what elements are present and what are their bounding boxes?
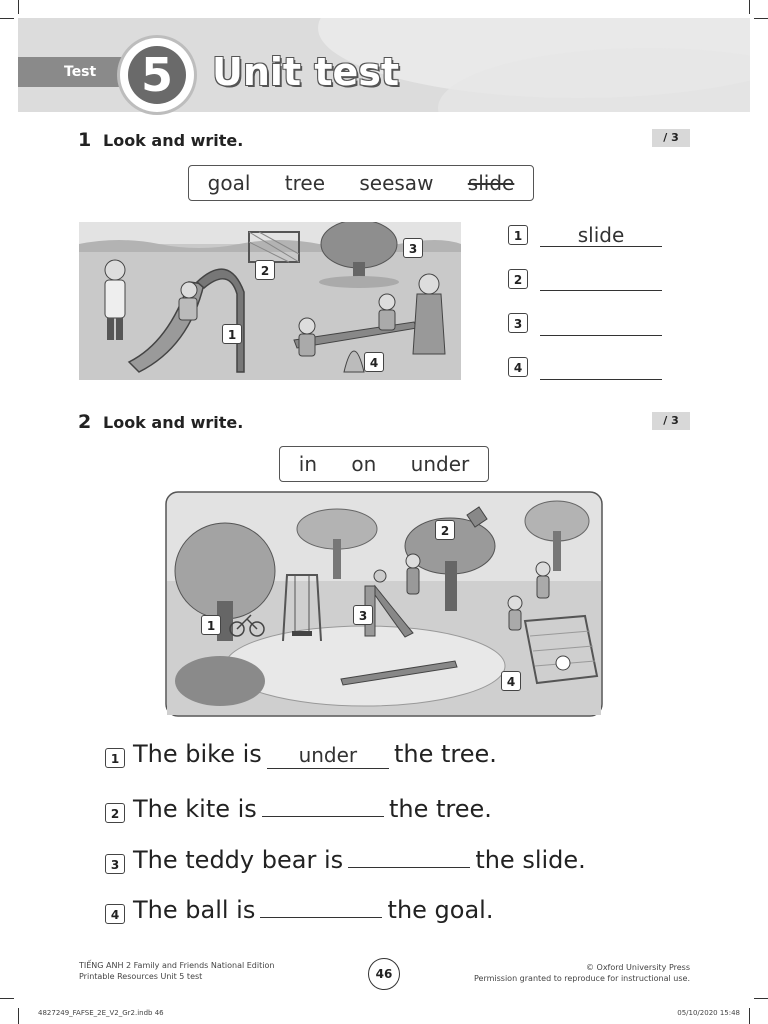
answer-1-number: 1 <box>508 225 528 245</box>
sentence-2 <box>105 790 492 823</box>
crop-mark <box>0 18 14 19</box>
sentence-4-after: the goal. <box>387 896 494 924</box>
footer-resource: Printable Resources Unit 5 test <box>79 972 203 981</box>
sentence-4-before: The ball is <box>133 896 256 924</box>
crop-mark <box>749 0 750 14</box>
answer-2-number: 2 <box>508 269 528 289</box>
section-1-word-bank <box>188 165 534 201</box>
answer-2-field[interactable] <box>540 268 662 291</box>
unit-number: 5 <box>128 46 186 104</box>
crop-mark <box>18 0 19 14</box>
word-goal: goal <box>207 171 251 195</box>
footer-copyright: © Oxford University Press <box>585 963 690 972</box>
section-2-score: / 3 <box>652 412 690 430</box>
sentence-2-blank[interactable] <box>262 790 384 817</box>
sentence-4-number: 4 <box>105 904 125 924</box>
park-scene-2 <box>165 491 603 717</box>
sentence-4 <box>105 891 493 924</box>
answer-1-field[interactable]: slide <box>540 224 662 247</box>
scene-2-label-1: 1 <box>201 615 221 635</box>
print-timestamp: 05/10/2020 15:48 <box>677 1009 740 1017</box>
crop-mark <box>754 998 768 999</box>
crop-mark <box>0 998 14 999</box>
page-title: Unit test <box>212 50 400 94</box>
footer-permission: Permission granted to reproduce for instructional use. <box>473 974 690 983</box>
crop-mark <box>18 1008 19 1024</box>
sentence-3-number: 3 <box>105 854 125 874</box>
sentence-1-before: The bike is <box>133 740 262 768</box>
section-1-instruction: Look and write. <box>103 131 244 150</box>
section-2-number: 2 <box>78 411 92 433</box>
sentence-3 <box>105 841 586 874</box>
scene-2-label-4: 4 <box>501 671 521 691</box>
scene-1-label-3: 3 <box>403 238 423 258</box>
sentence-1-blank[interactable]: under <box>267 742 389 769</box>
sentence-2-before: The kite is <box>133 795 257 823</box>
answer-3-number: 3 <box>508 313 528 333</box>
page-number: 46 <box>368 958 400 990</box>
section-1-score: / 3 <box>652 129 690 147</box>
scene-1-label-2: 2 <box>255 260 275 280</box>
crop-mark <box>749 1008 750 1024</box>
sentence-1-after: the tree. <box>393 740 497 768</box>
sentence-3-blank[interactable] <box>348 841 470 868</box>
footer-left <box>79 960 274 982</box>
sentence-3-before: The teddy bear is <box>133 846 344 874</box>
section-2-instruction: Look and write. <box>103 413 244 432</box>
section-1-number: 1 <box>78 129 92 151</box>
sentence-4-blank[interactable] <box>260 891 382 918</box>
word-slide-crossed: slide <box>467 171 515 195</box>
scene-2-label-3: 3 <box>353 605 373 625</box>
scene-2-label-2: 2 <box>435 520 455 540</box>
word-in: in <box>298 452 317 476</box>
crop-mark <box>754 18 768 19</box>
sentence-2-number: 2 <box>105 803 125 823</box>
footer-book-title: TIẾNG ANH 2 Family and Friends National Edition <box>79 961 275 970</box>
word-on: on <box>351 452 377 476</box>
file-name: 4827249_FAFSE_2E_V2_Gr2.indb 46 <box>38 1009 164 1017</box>
answer-3-field[interactable] <box>540 313 662 336</box>
word-seesaw: seesaw <box>359 171 434 195</box>
word-under: under <box>410 452 470 476</box>
section-2-word-bank <box>279 446 489 482</box>
scene-1-label-4: 4 <box>364 352 384 372</box>
scene-1-label-1: 1 <box>222 324 242 344</box>
sentence-1-number: 1 <box>105 748 125 768</box>
answer-4-field[interactable] <box>540 357 662 380</box>
test-tab: Test <box>18 57 138 87</box>
answer-4-number: 4 <box>508 357 528 377</box>
word-tree: tree <box>284 171 325 195</box>
sentence-3-after: the slide. <box>475 846 586 874</box>
sentence-1 <box>105 740 497 769</box>
footer-right <box>440 962 690 984</box>
sentence-2-after: the tree. <box>389 795 492 823</box>
